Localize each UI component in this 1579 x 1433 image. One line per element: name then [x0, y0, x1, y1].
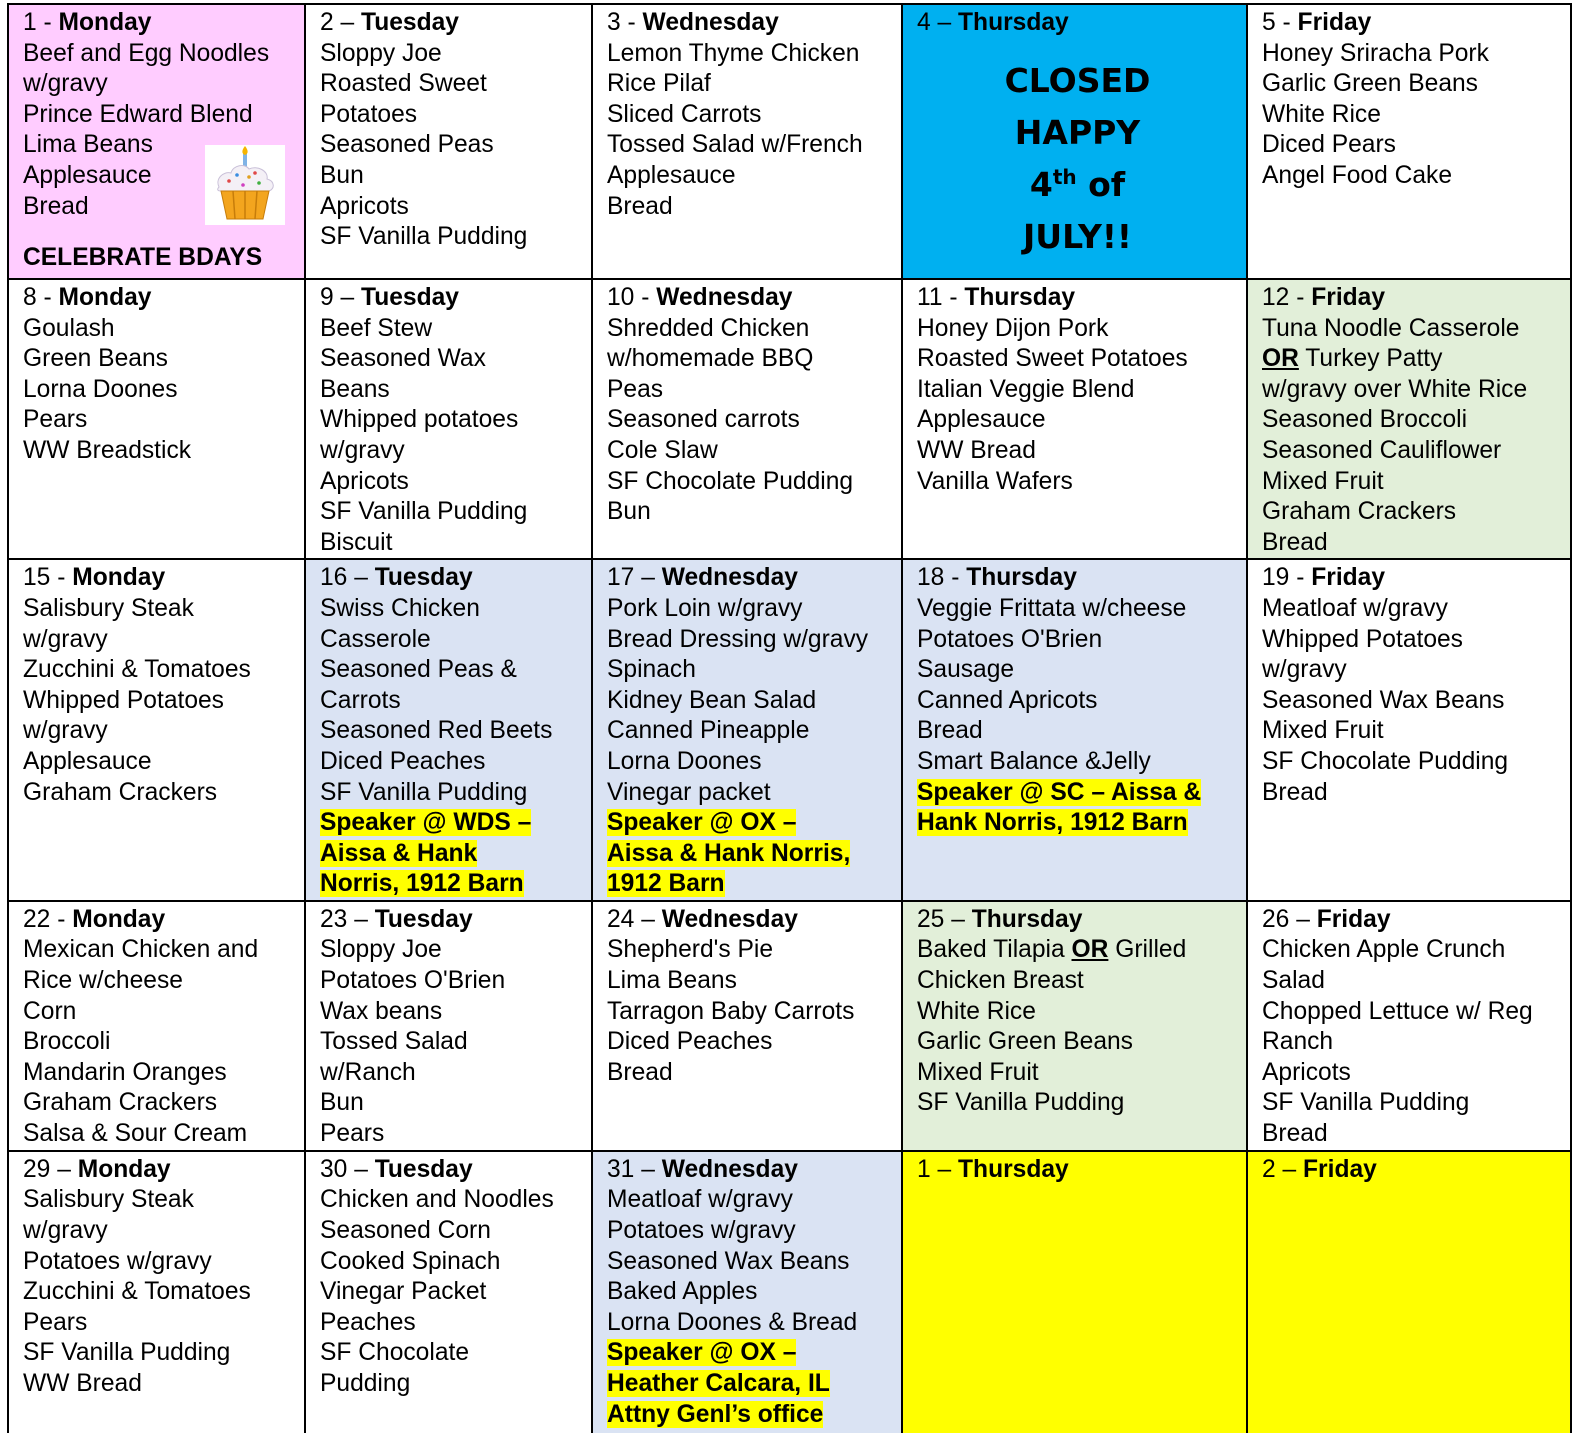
day-name: Monday: [77, 1155, 171, 1183]
speaker-note: Speaker @ OX –: [607, 809, 797, 837]
speaker-note: Norris, 1912 Barn: [320, 870, 524, 898]
day-header: [917, 8, 1238, 39]
day-header: [320, 563, 583, 594]
menu-item: Bun: [607, 498, 651, 526]
menu-item: Honey Dijon Pork: [917, 314, 1109, 342]
day-number: 18 -: [917, 564, 967, 592]
day-name: Monday: [58, 9, 152, 36]
day-number: 5 -: [1262, 9, 1298, 36]
menu-item: OR Turkey Patty: [1262, 345, 1443, 373]
menu-item: Bread: [917, 717, 983, 745]
menu-item: Kidney Bean Salad: [607, 686, 817, 714]
menu-item: Baked Apples: [607, 1278, 758, 1306]
menu-item: Apricots: [320, 467, 409, 495]
day-number: 30 –: [320, 1155, 375, 1183]
day-cell-1: [8, 4, 305, 279]
menu-item: Sloppy Joe: [320, 39, 442, 67]
closed-label: CLOSED: [1004, 60, 1151, 100]
day-header: [917, 283, 1238, 314]
day-cell-15: [8, 559, 305, 901]
menu-item: Vinegar Packet: [320, 1278, 487, 1306]
day-number: 19 -: [1262, 564, 1312, 592]
day-name: Tuesday: [374, 905, 473, 933]
day-number: 15 -: [23, 564, 73, 592]
menu-item: Pears: [320, 1120, 385, 1148]
menu-item: Diced Pears: [1262, 131, 1396, 159]
menu-item: Lima Beans: [23, 131, 153, 159]
day-cell-19: [1247, 559, 1571, 901]
menu-item: Bread: [1262, 528, 1328, 556]
day-name: Friday: [1297, 9, 1372, 36]
menu-item: Applesauce: [607, 161, 736, 189]
day-header: [1262, 905, 1562, 936]
menu-item: Graham Crackers: [23, 1089, 218, 1117]
menu-item: Wax beans: [320, 997, 443, 1025]
day-cell-30: [305, 1151, 592, 1433]
day-cell-18: [902, 559, 1247, 901]
menu-item: Seasoned Wax: [320, 345, 486, 373]
day-cell-31: [592, 1151, 902, 1433]
day-header: [1262, 563, 1562, 594]
day-number: 12 -: [1262, 284, 1312, 311]
day-number: 31 –: [607, 1155, 662, 1183]
menu-item: Beans: [320, 375, 390, 403]
day-header: [320, 1155, 583, 1186]
menu-item: Tossed Salad: [320, 1028, 468, 1056]
menu-item: SF Chocolate Pudding: [1262, 747, 1509, 775]
menu-item: Seasoned carrots: [607, 406, 800, 434]
day-number: 16 –: [320, 564, 375, 592]
day-number: 3 -: [607, 9, 643, 36]
menu-item: Seasoned Cauliflower: [1262, 436, 1502, 464]
menu-item: Zucchini & Tomatoes: [23, 656, 251, 684]
menu-item: SF Vanilla Pudding: [320, 498, 528, 526]
holiday-date: 4th of: [1029, 164, 1126, 204]
day-number: 2 –: [1262, 1155, 1304, 1183]
speaker-note: Speaker @ WDS –: [320, 809, 532, 837]
menu-item: w/gravy: [320, 436, 405, 464]
menu-item: Lorna Doones & Bread: [607, 1308, 858, 1336]
menu-item: Pears: [23, 1308, 88, 1336]
day-cell-2: [305, 4, 592, 279]
menu-item: SF Vanilla Pudding: [320, 778, 528, 806]
menu-item: Potatoes: [320, 100, 418, 128]
day-number: 17 –: [607, 564, 662, 592]
meal-calendar: [7, 3, 1572, 1433]
menu-item: Zucchini & Tomatoes: [23, 1278, 251, 1306]
day-header: [320, 8, 583, 39]
menu-item: Applesauce: [917, 406, 1046, 434]
menu-item: Salad: [1262, 967, 1325, 995]
day-name: Thursday: [971, 905, 1083, 933]
day-header: [1262, 283, 1562, 314]
day-name: Wednesday: [656, 284, 793, 311]
menu-item: Beef Stew: [320, 314, 433, 342]
menu-item: Peas: [607, 375, 664, 403]
day-header: [917, 563, 1238, 594]
day-name: Wednesday: [661, 564, 798, 592]
day-header: [607, 8, 893, 39]
menu-item: Mandarin Oranges: [23, 1058, 227, 1086]
menu-item: Italian Veggie Blend: [917, 375, 1135, 403]
day-header: [607, 1155, 893, 1186]
day-name: Wednesday: [661, 905, 798, 933]
day-cell-11: [902, 279, 1247, 559]
day-header: [320, 283, 583, 314]
day-number: 10 -: [607, 284, 657, 311]
menu-item: Tossed Salad w/French: [607, 131, 863, 159]
menu-item: Swiss Chicken: [320, 594, 480, 622]
menu-item: Bun: [320, 161, 364, 189]
menu-item: SF Chocolate: [320, 1339, 470, 1367]
day-name: Tuesday: [374, 1155, 473, 1183]
menu-item: Garlic Green Beans: [1262, 70, 1478, 98]
menu-item: Mexican Chicken and: [23, 936, 259, 964]
menu-item: Chicken Breast: [917, 967, 1084, 995]
day-header: [607, 905, 893, 936]
menu-item: Canned Apricots: [917, 686, 1098, 714]
menu-item: Seasoned Peas &: [320, 656, 517, 684]
menu-item: WW Bread: [23, 1370, 142, 1398]
menu-item: Mixed Fruit: [1262, 467, 1384, 495]
week-row-2: [8, 279, 1571, 559]
menu-item: Whipped Potatoes: [1262, 625, 1463, 653]
day-cell-9: [305, 279, 592, 559]
day-cell-25: [902, 901, 1247, 1151]
happy-label: HAPPY: [1014, 112, 1141, 152]
menu-item: Chicken and Noodles: [320, 1186, 554, 1214]
menu-item: Applesauce: [23, 747, 152, 775]
menu-item: Salsa & Sour Cream: [23, 1120, 248, 1148]
menu-item: w/gravy: [23, 717, 108, 745]
day-number: 25 –: [917, 905, 972, 933]
menu-item: Meatloaf w/gravy: [607, 1186, 793, 1214]
menu-item: Potatoes w/gravy: [607, 1217, 796, 1245]
menu-item: w/gravy: [23, 625, 108, 653]
menu-item: Sloppy Joe: [320, 936, 442, 964]
day-cell-10: [592, 279, 902, 559]
menu-item: Sausage: [917, 656, 1015, 684]
day-name: Monday: [58, 284, 152, 311]
menu-item: Carrots: [320, 686, 401, 714]
menu-item: White Rice: [917, 997, 1036, 1025]
day-name: Thursday: [958, 1155, 1069, 1183]
menu-item: Broccoli: [23, 1028, 111, 1056]
or-label: OR: [1262, 345, 1299, 373]
day-name: Wednesday: [661, 1155, 798, 1183]
speaker-note: Speaker @ SC – Aissa &: [917, 778, 1202, 806]
menu-item: Salisbury Steak: [23, 594, 194, 622]
day-number: 2 –: [320, 9, 362, 36]
menu-item: Potatoes O'Brien: [917, 625, 1103, 653]
menu-item: Roasted Sweet Potatoes: [917, 345, 1188, 373]
menu-item: Graham Crackers: [1262, 498, 1457, 526]
menu-item: SF Vanilla Pudding: [917, 1089, 1125, 1117]
menu-item: Tuna Noodle Casserole: [1262, 314, 1520, 342]
menu-item: Salisbury Steak: [23, 1186, 194, 1214]
menu-item: Baked Tilapia OR Grilled: [917, 936, 1187, 964]
menu-item: Apricots: [320, 192, 409, 220]
day-header: [1262, 8, 1562, 39]
menu-item: Pudding: [320, 1370, 411, 1398]
menu-item: Seasoned Broccoli: [1262, 406, 1468, 434]
day-name: Thursday: [966, 564, 1077, 592]
menu-item: White Rice: [1262, 100, 1381, 128]
menu-item: Seasoned Corn: [320, 1217, 491, 1245]
speaker-note: Aissa & Hank: [320, 839, 478, 867]
speaker-note: Attny Genl’s office: [607, 1400, 824, 1428]
menu-item: Bread: [1262, 1120, 1328, 1148]
menu-item: Bread: [23, 192, 89, 220]
menu-item: Corn: [23, 997, 77, 1025]
day-header: [23, 8, 296, 39]
closed-notice: [917, 55, 1238, 263]
menu-item: Bread: [1262, 778, 1328, 806]
day-name: Friday: [1311, 564, 1386, 592]
day-header: [607, 283, 893, 314]
day-header: [607, 563, 893, 594]
day-header: [1262, 1155, 1562, 1186]
day-name: Thursday: [958, 9, 1069, 36]
day-cell-23: [305, 901, 592, 1151]
birthday-cupcake-icon: [205, 145, 285, 225]
menu-item: Meatloaf w/gravy: [1262, 594, 1448, 622]
day-cell-5: [1247, 4, 1571, 279]
day-number: 4 –: [917, 9, 959, 36]
menu-item: Spinach: [607, 656, 696, 684]
week-row-5: [8, 1151, 1571, 1433]
menu-item: Chopped Lettuce w/ Reg: [1262, 997, 1533, 1025]
or-label: OR: [1071, 936, 1109, 964]
menu-item: Sliced Carrots: [607, 100, 762, 128]
menu-item: Cole Slaw: [607, 436, 718, 464]
menu-item: Vinegar packet: [607, 778, 771, 806]
menu-item: Green Beans: [23, 345, 168, 373]
menu-item: Angel Food Cake: [1262, 161, 1453, 189]
menu-item: Prince Edward Blend: [23, 100, 253, 128]
day-cell-12: [1247, 279, 1571, 559]
day-name: Tuesday: [361, 9, 459, 36]
menu-item: SF Chocolate Pudding: [607, 467, 854, 495]
menu-item: Bread Dressing w/gravy: [607, 625, 869, 653]
day-name: Tuesday: [374, 564, 473, 592]
menu-item: Diced Peaches: [607, 1028, 773, 1056]
day-cell-17: [592, 559, 902, 901]
menu-item: Mixed Fruit: [917, 1058, 1039, 1086]
menu-item: Ranch: [1262, 1028, 1334, 1056]
menu-item: Whipped potatoes: [320, 406, 519, 434]
menu-item: Honey Sriracha Pork: [1262, 39, 1489, 67]
menu-item: Casserole: [320, 625, 431, 653]
day-number: 24 –: [607, 905, 662, 933]
menu-item: SF Vanilla Pudding: [23, 1339, 231, 1367]
menu-item: Vanilla Wafers: [917, 467, 1073, 495]
day-name: Monday: [72, 564, 166, 592]
menu-item: Shredded Chicken: [607, 314, 810, 342]
menu-item: Roasted Sweet: [320, 70, 487, 98]
menu-item: Whipped Potatoes: [23, 686, 224, 714]
day-cell-24: [592, 901, 902, 1151]
day-header: [320, 905, 583, 936]
menu-item: Bun: [320, 1089, 364, 1117]
day-header: [23, 1155, 296, 1186]
day-header: [23, 563, 296, 594]
week-row-3: [8, 559, 1571, 901]
day-number: 23 –: [320, 905, 375, 933]
day-name: Monday: [72, 905, 166, 933]
menu-item: SF Vanilla Pudding: [1262, 1089, 1470, 1117]
day-cell-3: [592, 4, 902, 279]
menu-item: Diced Peaches: [320, 747, 486, 775]
week-row-4: [8, 901, 1571, 1151]
menu-item: Seasoned Peas: [320, 131, 494, 159]
menu-item: w/gravy: [1262, 656, 1347, 684]
menu-item: Bread: [607, 1058, 673, 1086]
day-cell-29: [8, 1151, 305, 1433]
menu-item: w/gravy: [23, 70, 108, 98]
menu-item: Rice Pilaf: [607, 70, 711, 98]
menu-item: Lemon Thyme Chicken: [607, 39, 860, 67]
menu-item: w/gravy: [23, 1217, 108, 1245]
menu-item: Canned Pineapple: [607, 717, 810, 745]
day-cell-22: [8, 901, 305, 1151]
day-name: Friday: [1316, 905, 1391, 933]
menu-item: Seasoned Red Beets: [320, 717, 553, 745]
day-name: Friday: [1311, 284, 1386, 311]
day-name: Tuesday: [361, 284, 459, 311]
menu-item: Peaches: [320, 1308, 416, 1336]
menu-item: Rice w/cheese: [23, 967, 183, 995]
holiday-month: JULY!!: [1023, 216, 1132, 256]
menu-item: WW Bread: [917, 436, 1036, 464]
day-cell-aug-1: [902, 1151, 1247, 1433]
menu-item: Lima Beans: [607, 967, 737, 995]
menu-item: Mixed Fruit: [1262, 717, 1384, 745]
menu-item: Smart Balance &Jelly: [917, 747, 1151, 775]
day-header: [917, 905, 1238, 936]
speaker-note: Heather Calcara, IL: [607, 1370, 830, 1398]
menu-item: Cooked Spinach: [320, 1247, 501, 1275]
day-cell-aug-2: [1247, 1151, 1571, 1433]
day-header: [23, 283, 296, 314]
menu-item: Goulash: [23, 314, 115, 342]
menu-item: Lorna Doones: [607, 747, 762, 775]
day-cell-16: [305, 559, 592, 901]
day-header: [917, 1155, 1238, 1186]
day-number: 9 –: [320, 284, 362, 311]
menu-item: Potatoes w/gravy: [23, 1247, 212, 1275]
menu-item: Bread: [607, 192, 673, 220]
menu-item: Garlic Green Beans: [917, 1028, 1133, 1056]
day-cell-4-closed: [902, 4, 1247, 279]
day-number: 22 -: [23, 905, 73, 933]
menu-item: Veggie Frittata w/cheese: [917, 594, 1187, 622]
speaker-note: Hank Norris, 1912 Barn: [917, 809, 1188, 837]
menu-item: Tarragon Baby Carrots: [607, 997, 855, 1025]
menu-item: w/homemade BBQ: [607, 345, 814, 373]
menu-item: WW Breadstick: [23, 436, 192, 464]
menu-item: Potatoes O'Brien: [320, 967, 506, 995]
day-cell-8: [8, 279, 305, 559]
menu-item: Chicken Apple Crunch: [1262, 936, 1506, 964]
menu-item: Seasoned Wax Beans: [607, 1247, 850, 1275]
menu-item: Applesauce: [23, 161, 152, 189]
menu-item: SF Vanilla Pudding: [320, 223, 528, 251]
day-name: Wednesday: [642, 9, 779, 36]
celebrate-bdays-note: CELEBRATE BDAYS: [23, 244, 263, 272]
day-number: 1 -: [23, 9, 59, 36]
day-number: 29 –: [23, 1155, 78, 1183]
day-header: [23, 905, 296, 936]
menu-item: Shepherd's Pie: [607, 936, 774, 964]
week-row-1: [8, 4, 1571, 279]
menu-item: Seasoned Wax Beans: [1262, 686, 1505, 714]
menu-item: Pears: [23, 406, 88, 434]
menu-item: w/gravy over White Rice: [1262, 375, 1528, 403]
menu-item: w/Ranch: [320, 1058, 416, 1086]
speaker-note: Aissa & Hank Norris,: [607, 839, 851, 867]
menu-item: Beef and Egg Noodles: [23, 39, 270, 67]
day-name: Thursday: [964, 284, 1076, 311]
day-number: 26 –: [1262, 905, 1317, 933]
menu-item: Biscuit: [320, 528, 393, 556]
day-number: 1 –: [917, 1155, 959, 1183]
menu-item: Pork Loin w/gravy: [607, 594, 803, 622]
day-number: 8 -: [23, 284, 59, 311]
menu-item: Lorna Doones: [23, 375, 178, 403]
speaker-note: 1912 Barn: [607, 870, 725, 898]
menu-item: Apricots: [1262, 1058, 1351, 1086]
day-name: Friday: [1303, 1155, 1377, 1183]
speaker-note: Speaker @ OX –: [607, 1339, 797, 1367]
day-number: 11 -: [917, 284, 965, 311]
day-cell-26: [1247, 901, 1571, 1151]
menu-item: Graham Crackers: [23, 778, 218, 806]
